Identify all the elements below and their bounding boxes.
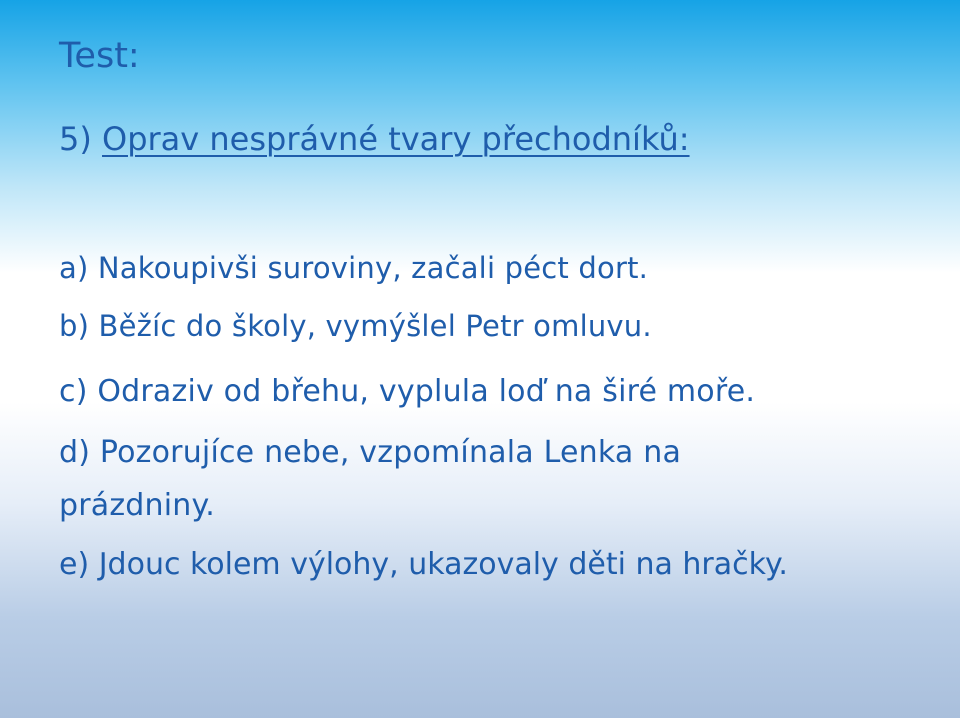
task-heading [59, 120, 690, 158]
exercise-item-d-line1: d) Pozorujíce nebe, vzpomínala Lenka na [59, 435, 682, 470]
exercise-item-d-line2: prázdniny. [59, 488, 215, 523]
slide-title: Test: [59, 36, 140, 76]
exercise-item-a: a) Nakoupivši suroviny, začali péct dort. [59, 251, 649, 285]
task-number: 5) [59, 120, 103, 158]
exercise-item-c: c) Odraziv od břehu, vyplula loď na širé moře. [59, 374, 756, 409]
exercise-item-e: e) Jdouc kolem výlohy, ukazovaly děti na hračky. [59, 547, 788, 582]
exercise-item-b: b) Běžíc do školy, vymýšlel Petr omluvu. [59, 309, 652, 343]
task-instruction: Oprav nesprávné tvary přechodníků: [102, 120, 690, 158]
